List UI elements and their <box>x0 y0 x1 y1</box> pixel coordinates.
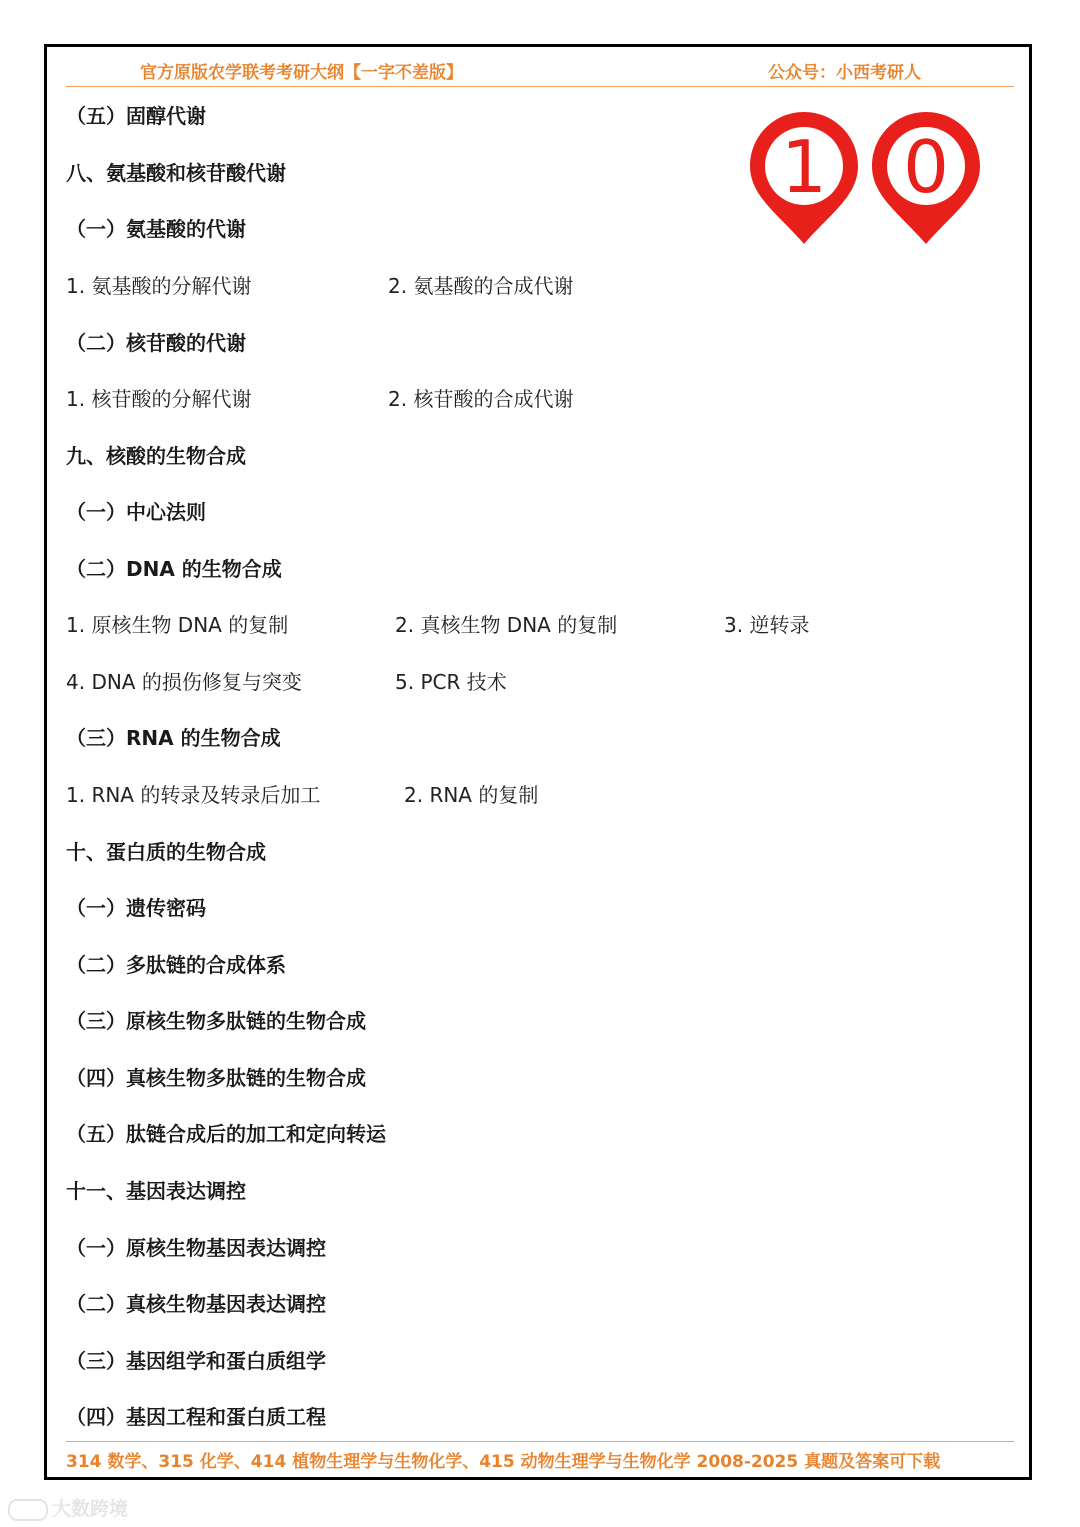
list-item: 1. 氨基酸的分解代谢 <box>66 274 252 298</box>
watermark-logo-icon <box>8 1499 48 1521</box>
page-number-badge-tens-icon <box>748 110 860 246</box>
badge-digit-2: 0 <box>903 125 949 209</box>
watermark <box>8 1494 128 1521</box>
sub-heading: （三）原核生物多肽链的生物合成 <box>66 1009 366 1033</box>
list-item: 4. DNA 的损伤修复与突变 <box>66 670 302 694</box>
section-heading: 十、蛋白质的生物合成 <box>66 840 266 864</box>
sub-heading: （二）多肽链的合成体系 <box>66 953 286 977</box>
list-item: 2. 氨基酸的合成代谢 <box>388 274 574 298</box>
sub-heading: （一）中心法则 <box>66 500 206 524</box>
list-item: 5. PCR 技术 <box>395 670 507 694</box>
list-item: 3. 逆转录 <box>724 613 810 637</box>
sub-heading: （五）肽链合成后的加工和定向转运 <box>66 1122 386 1146</box>
list-item: 2. 核苷酸的合成代谢 <box>388 387 574 411</box>
page-number-badge-ones-icon <box>870 110 982 246</box>
list-item: 2. 真核生物 DNA 的复制 <box>395 613 618 637</box>
sub-heading: （一）氨基酸的代谢 <box>66 217 246 241</box>
list-item: 2. RNA 的复制 <box>404 783 539 807</box>
section-heading: 十一、基因表达调控 <box>66 1179 246 1203</box>
list-item: 1. RNA 的转录及转录后加工 <box>66 783 321 807</box>
sub-heading: （二）核苷酸的代谢 <box>66 331 246 355</box>
sub-heading: （五）固醇代谢 <box>66 104 206 128</box>
section-heading: 九、核酸的生物合成 <box>66 444 246 468</box>
list-item: 1. 核苷酸的分解代谢 <box>66 387 252 411</box>
sub-heading: （二）真核生物基因表达调控 <box>66 1292 326 1316</box>
header-divider <box>66 86 1014 87</box>
header-title: 官方原版农学联考考研大纲【一字不差版】 <box>140 63 463 83</box>
footer-note: 314 数学、315 化学、414 植物生理学与生物化学、415 动物生理学与生物化学 2008-2025 真题及答案可下载 <box>66 1452 941 1472</box>
sub-heading: （三）基因组学和蛋白质组学 <box>66 1349 326 1373</box>
sub-heading: （四）基因工程和蛋白质工程 <box>66 1405 326 1429</box>
sub-heading: （三）RNA 的生物合成 <box>66 726 281 750</box>
watermark-text: 大数跨境 <box>52 1498 129 1520</box>
sub-heading: （一）遗传密码 <box>66 896 206 920</box>
footer-divider <box>66 1441 1014 1442</box>
sub-heading: （二）DNA 的生物合成 <box>66 557 282 581</box>
sub-heading: （一）原核生物基因表达调控 <box>66 1236 326 1260</box>
list-item: 1. 原核生物 DNA 的复制 <box>66 613 289 637</box>
section-heading: 八、氨基酸和核苷酸代谢 <box>66 161 286 185</box>
header-account: 公众号：小西考研人 <box>768 63 921 83</box>
sub-heading: （四）真核生物多肽链的生物合成 <box>66 1066 366 1090</box>
page-border <box>44 44 1032 1480</box>
badge-digit-1: 1 <box>781 125 827 209</box>
